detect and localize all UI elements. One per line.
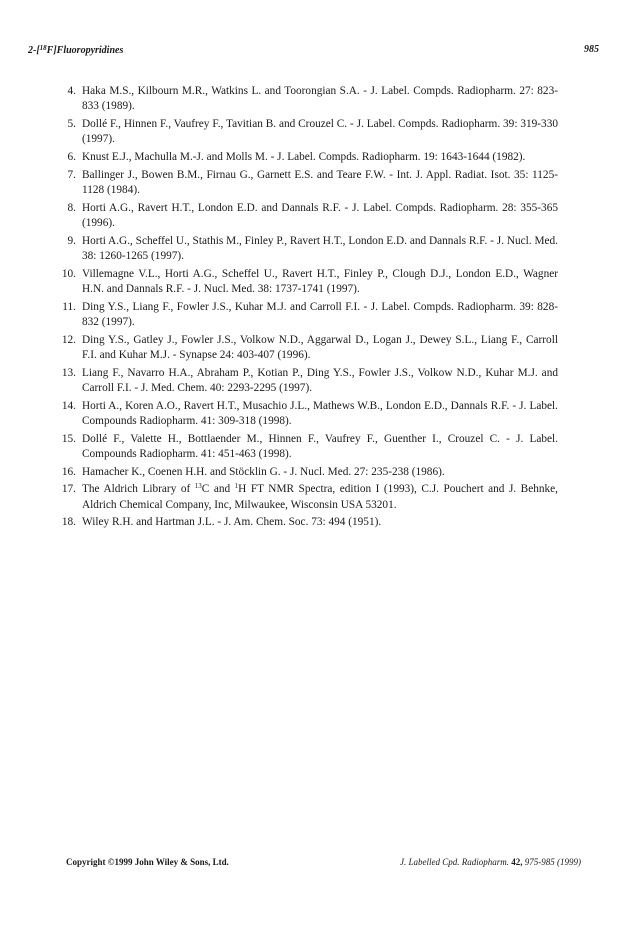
reference-item [61, 432, 558, 463]
reference-text-part: The Aldrich Library of [82, 483, 195, 496]
reference-text: Ding Y.S., Gatley J., Fowler J.S., Volkow N.D., Aggarwal D., Logan J., Dewey S.L., Liang F., Carroll F.I. and Kuhar M.J. - Synapse 24: 403-407 (1996). [82, 333, 558, 361]
journal-volume: 42, [511, 857, 523, 867]
reference-text: Dollé F., Valette H., Bottlaender M., Hinnen F., Vaufrey F., Guenther I., Crouzel C. - J. Label. Compounds Radiopharm. 41: 451-463 (1998). [82, 432, 558, 460]
reference-item [67, 84, 558, 115]
page-footer [66, 857, 581, 871]
reference-item [61, 465, 558, 480]
reference-text: Wiley R.H. and Hartman J.L. - J. Am. Chem. Soc. 73: 494 (1951). [82, 516, 382, 529]
running-title-prefix: 2-[ [28, 45, 40, 56]
reference-number: 17. [61, 483, 76, 496]
reference-number: 12. [61, 333, 76, 346]
reference-text: Dollé F., Hinnen F., Vaufrey F., Tavitian B. and Crouzel C. - J. Label. Compds. Radiopharm. 39: 319-330 (1997). [82, 117, 558, 146]
isotope-superscript: 1 [234, 482, 239, 491]
reference-number: 18. [61, 516, 76, 529]
reference-text: Ding Y.S., Liang F., Fowler J.S., Kuhar M.J. and Carroll F.I. - J. Label. Compds. Radiopharm. 39: 828-832 (1997). [82, 300, 558, 328]
journal-name: J. Labelled Cpd. Radiopharm. [400, 857, 509, 867]
journal-pages: 975-985 (1999) [524, 857, 581, 867]
reference-item [61, 399, 558, 430]
reference-text: Horti A., Koren A.O., Ravert H.T., Musachio J.L., Mathews W.B., London E.D., Dannals R.F. - J. Label. Compounds Radiopharm. 41: 309-318 (1998). [82, 399, 558, 427]
reference-number: 10. [61, 267, 76, 280]
copyright-notice: Copyright ©1999 John Wiley & Sons, Ltd. [66, 857, 229, 867]
reference-number: 13. [61, 366, 76, 379]
reference-number: 11. [62, 300, 76, 313]
reference-text: Liang F., Navarro H.A., Abraham P., Kotian P., Ding Y.S., Fowler J.S., Volkow N.D., Kuhar M.J. and Carroll F.I. - J. Med. Chem. 40: 2293-2295 (1997). [82, 366, 558, 394]
reference-number: 15. [61, 432, 76, 445]
reference-text-part: C and [201, 483, 235, 496]
reference-item [67, 150, 558, 165]
reference-number: 6. [67, 150, 76, 163]
reference-number: 14. [61, 399, 76, 412]
reference-item [61, 267, 558, 298]
reference-text: Ballinger J., Bowen B.M., Firnau G., Garnett E.S. and Teare F.W. - Int. J. Appl. Radiat. Isot. 35: 1125-1128 (1984). [82, 168, 558, 196]
reference-number: 8. [67, 201, 76, 214]
reference-item [61, 366, 558, 397]
page-number: 985 [584, 44, 599, 55]
reference-item [67, 234, 558, 265]
reference-text: Villemagne V.L., Horti A.G., Scheffel U., Ravert H.T., Finley P., Clough D.J., London E.D., Wagner H.N. and Dannals R.F. - J. Nucl. Med. 38: 1737-1741 (1997). [82, 267, 558, 295]
reference-list [61, 84, 559, 533]
reference-number: 4. [67, 85, 76, 97]
reference-text: Horti A.G., Ravert H.T., London E.D. and Dannals R.F. - J. Label. Compds. Radiopharm. 28: 355-365 (1996). [82, 201, 558, 229]
reference-number: 16. [61, 465, 76, 478]
reference-item [67, 117, 558, 148]
reference-item [61, 333, 558, 364]
reference-number: 7. [67, 168, 76, 181]
reference-text: Knust E.J., Machulla M.-J. and Molls M. - J. Label. Compds. Radiopharm. 19: 1643-1644 (1982). [82, 150, 526, 163]
reference-item [67, 201, 558, 232]
reference-item [62, 300, 558, 331]
reference-number: 5. [67, 117, 76, 130]
reference-text: Haka M.S., Kilbourn M.R., Watkins L. and Toorongian S.A. - J. Label. Compds. Radiopharm. 27: 823-833 (1989). [82, 85, 558, 113]
running-title-superscript: 18 [39, 44, 47, 52]
running-title-suffix: F]Fluoropyridines [46, 45, 124, 56]
journal-citation [400, 857, 581, 867]
isotope-superscript: 13 [194, 482, 202, 491]
reference-item [67, 168, 558, 199]
reference-item [61, 515, 558, 530]
reference-text [82, 483, 558, 510]
reference-item [61, 482, 559, 513]
reference-text-part: H FT NMR Spectra, edition I (1993), C.J. Pouchert and J. Behnke, Aldrich Chemical Company, Inc, Milwaukee, Wisconsin USA 53201. [82, 483, 559, 511]
running-header [28, 44, 599, 60]
running-title [28, 44, 123, 56]
reference-number: 9. [67, 234, 76, 247]
reference-text: Horti A.G., Scheffel U., Stathis M., Finley P., Ravert H.T., London E.D. and Dannals R.F. - J. Nucl. Med. 38: 1260-1265 (1997). [82, 234, 558, 262]
reference-text: Hamacher K., Coenen H.H. and Stöcklin G. - J. Nucl. Med. 27: 235-238 (1986). [82, 465, 445, 478]
